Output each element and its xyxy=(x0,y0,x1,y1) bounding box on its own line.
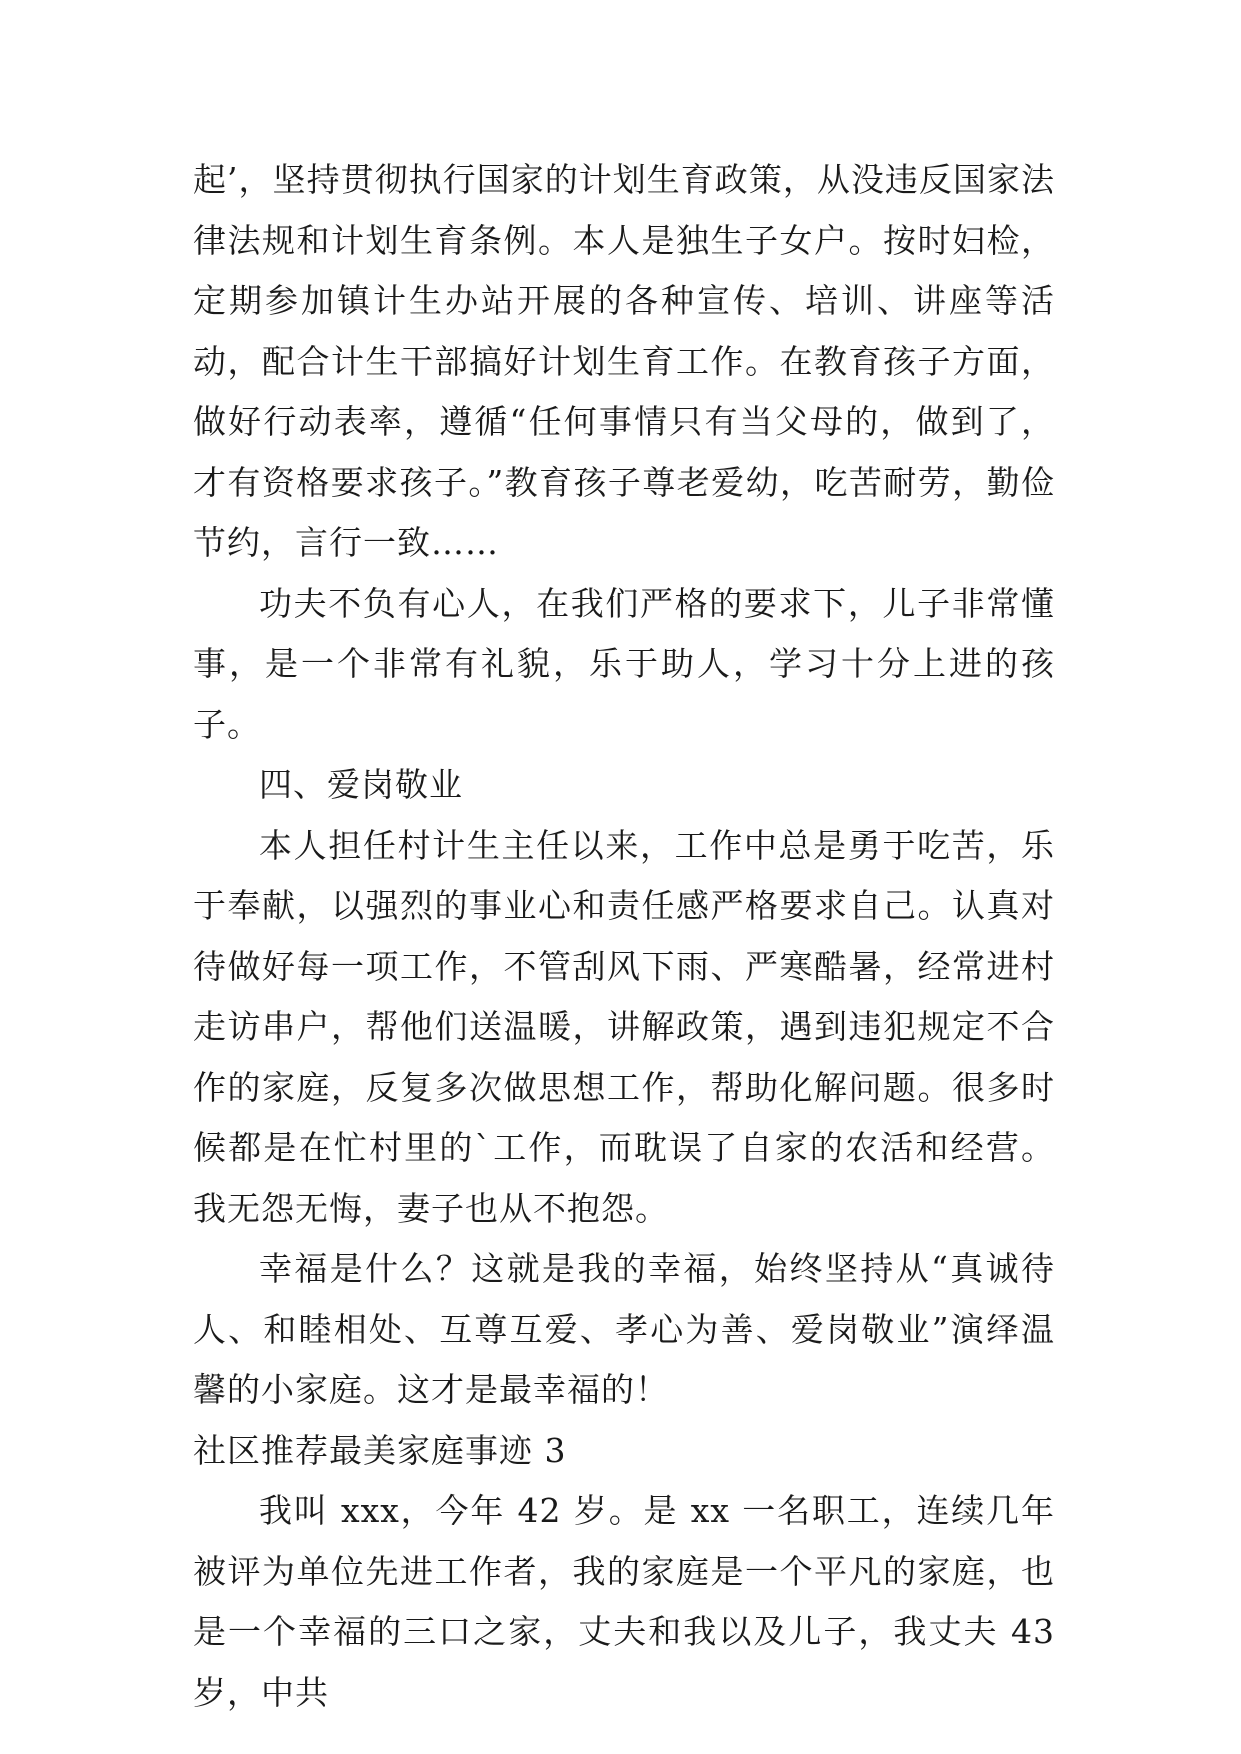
paragraph-family-planning: 起’，坚持贯彻执行国家的计划生育政策，从没违反国家法律法规和计划生育条例。本人是独生子女户。按时妇检，定期参加镇计生办站开展的各种宣传、培训、讲座等活动，配合计生干部搞好计划生育工作。在教育孩子方面，做好行动表率，遵循“任何事情只有当父母的，做到了，才有资格要求孩子。”教育孩子尊老爱幼，吃苦耐劳，勤俭节约，言行一致…… xyxy=(193,160,1055,562)
paragraph-work-dedication: 本人担任村计生主任以来，工作中总是勇于吃苦，乐于奉献，以强烈的事业心和责任感严格要求自己。认真对待做好每一项工作，不管刮风下雨、严寒酷暑，经常进村走访串户，帮他们送温暖，讲解政策，遇到违犯规定不合作的家庭，反复多次做思想工作，帮助化解问题。很多时候都是在忙村里的`工作，而耽误了自家的农活和经营。我无怨无悔，妻子也从不抱怨。 xyxy=(193,825,1055,1228)
paragraph-happiness: 幸福是什么？这就是我的幸福，始终坚持从“真诚待人、和睦相处、互尊互爱、孝心为善、爱岗敬业”演绎温馨的小家庭。这才是最幸福的！ xyxy=(193,1249,1055,1409)
paragraph-introduction: 我叫 xxx，今年 42 岁。是 xx 一名职工，连续几年被评为单位先进工作者，我的家庭是一个平凡的家庭，也是一个幸福的三口之家，丈夫和我以及儿子，我丈夫 43 岁，中共 xyxy=(193,1491,1055,1712)
document-body xyxy=(193,150,1055,1723)
section-heading-dedication: 四、爱岗敬业 xyxy=(259,765,463,804)
article-title: 社区推荐最美家庭事迹 3 xyxy=(193,1430,567,1470)
paragraph-son-well-behaved: 功夫不负有心人，在我们严格的要求下，儿子非常懂事，是一个非常有礼貌，乐于助人，学习十分上进的孩子。 xyxy=(193,583,1055,744)
